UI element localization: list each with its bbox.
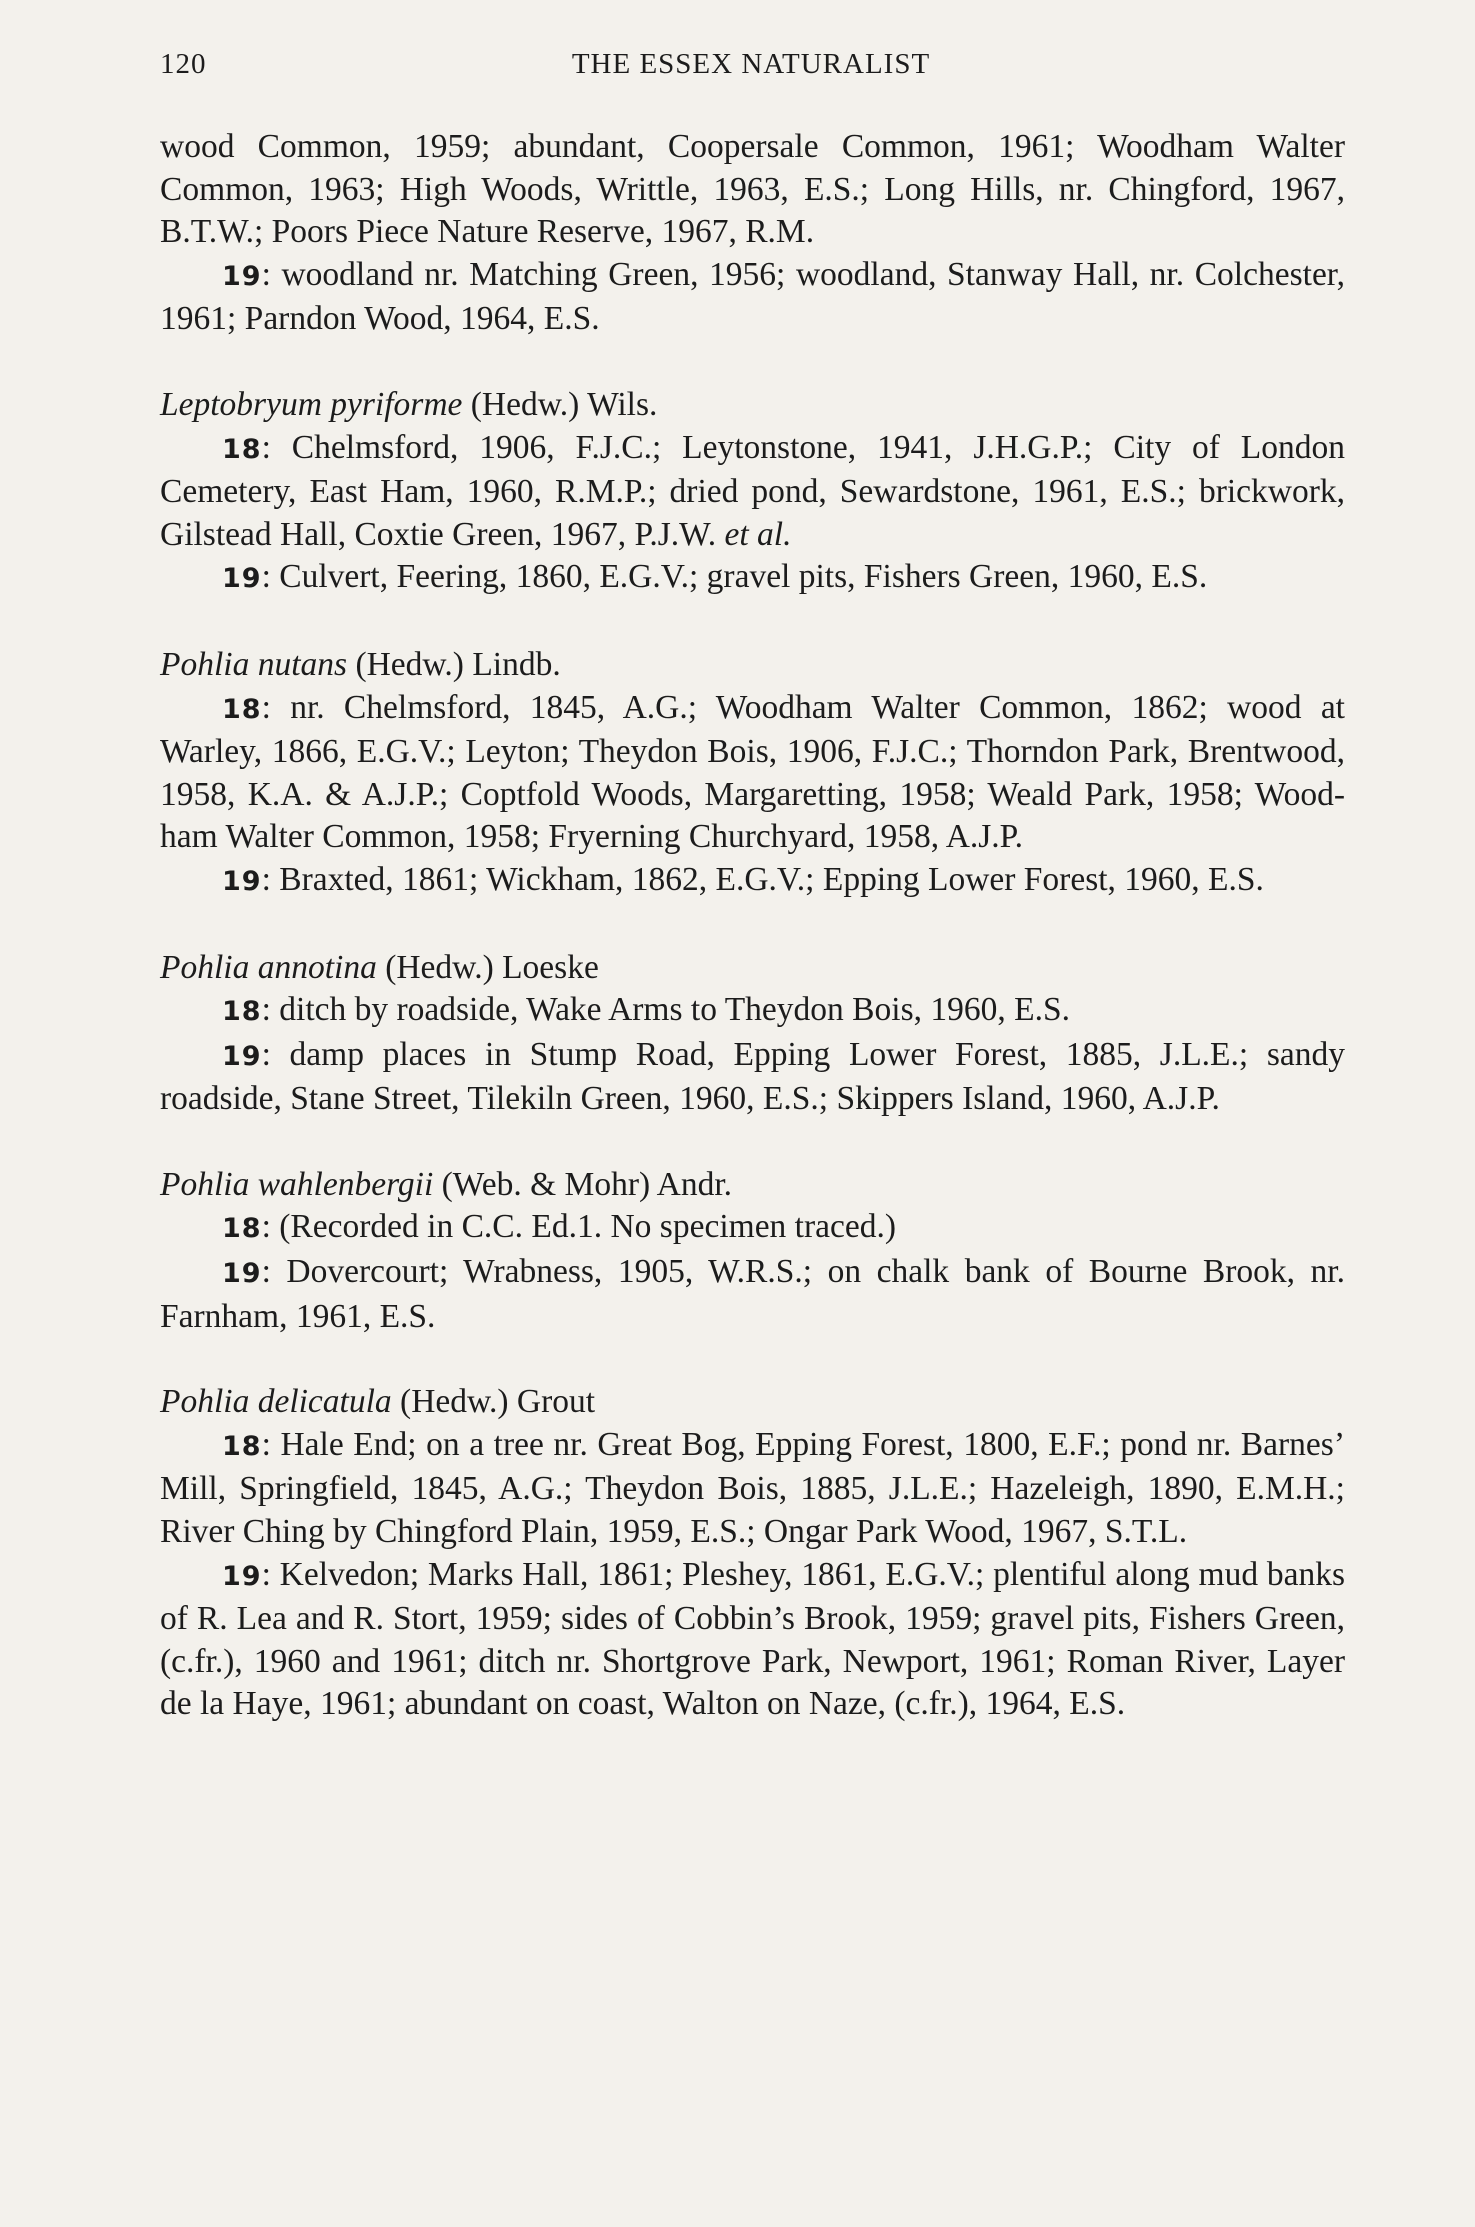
records-text: : Culvert, Feering, 1860, E.G.V.; gravel pits, Fishers Green, 1960, E.S.: [261, 558, 1208, 596]
vice-county-number: 19: [222, 1258, 262, 1290]
vice-county-number: 19: [222, 865, 262, 897]
species-name: Pohlia delicatula: [160, 1383, 392, 1421]
body-text: [160, 126, 1345, 1726]
records-vc-18: [160, 427, 1345, 557]
species-name: Pohlia nutans: [160, 645, 348, 683]
records-text: : Braxted, 1861; Wickham, 1862, E.G.V.; Epping Lower Forest, 1960, E.S.: [261, 860, 1264, 898]
species-name: Leptobryum pyriforme: [160, 385, 463, 423]
species-authority: (Hedw.) Lindb.: [347, 645, 561, 683]
records-vc-19: [160, 556, 1345, 601]
records-text: : woodland nr. Matching Green, 1956; woodland, Stanway Hall, nr. Colchester, 1961; Parndon Wood, 1964, E.S.: [160, 255, 1345, 338]
records-text-italic: et al.: [724, 515, 792, 553]
species-heading: [160, 947, 1345, 990]
records-text: : Hale End; on a tree nr. Great Bog, Epping Forest, 1800, E.F.; pond nr. Barnes’ Mill, Springfield, 1845, A.G.; Theydon Bois, 1885, J.L.E.; Hazeleigh, 1890, E.M.H.; River Ching by Chingford Plain, 1959, E.S.; Ongar Park Wood, 1967, S.T.L.: [160, 1425, 1345, 1551]
records-text: : damp places in Stump Road, Epping Lower Forest, 1885, J.L.E.; sandy roadside, Stane Street, Tilekiln Green, 1960, E.S.; Skippers Island, 1960, A.J.P.: [160, 1035, 1345, 1118]
records-vc-19: [160, 1251, 1345, 1338]
vice-county-number: 18: [222, 433, 262, 465]
running-head: THE ESSEX NATURALIST: [571, 48, 931, 80]
records-vc-19: [160, 1554, 1345, 1726]
records-vc-18: [160, 989, 1345, 1034]
species-heading: [160, 1381, 1345, 1424]
vice-county-number: 19: [222, 260, 262, 292]
page-header: [160, 48, 1342, 92]
vice-county-number: 18: [222, 693, 262, 725]
vice-county-number: 19: [222, 563, 262, 595]
records-text: : Dovercourt; Wrabness, 1905, W.R.S.; on chalk bank of Bourne Brook, nr. Farnham, 1961, E.S.: [160, 1253, 1345, 1335]
species-authority: (Web. & Mohr) Andr.: [433, 1165, 733, 1203]
vice-county-number: 19: [222, 1560, 262, 1592]
species-authority: (Hedw.) Wils.: [462, 385, 658, 423]
species-name: Pohlia wahlenbergii: [160, 1165, 434, 1203]
species-heading: [160, 384, 1345, 427]
vice-county-number: 18: [222, 1430, 262, 1462]
records-text: : ditch by roadside, Wake Arms to Theydon Bois, 1960, E.S.: [261, 991, 1070, 1029]
records-vc-19: [160, 1034, 1345, 1121]
records-text: : (Recorded in C.C. Ed.1. No specimen traced.): [261, 1208, 897, 1246]
species-heading: [160, 1164, 1345, 1207]
records-text: : Chelmsford, 1906, F.J.C.; Leytonstone, 1941, J.H.G.P.; City of London Cemetery, East Ham, 1960, R.M.P.; dried pond, Sewardstone, 1961, E.S.; brickwork, Gilstead Hall, Coxtie Green, 1967, P.J.W.: [160, 428, 1345, 553]
records-vc-18: [160, 1424, 1345, 1554]
species-name: Pohlia annotina: [160, 948, 377, 986]
records-text: : nr. Chelmsford, 1845, A.G.; Woodham Walter Common, 1862; wood at Warley, 1866, E.G.V.; Leyton; Theydon Bois, 1906, F.J.C.; Thorndon Park, Brentwood, 1958, K.A. & A.J.P.; Coptfold Woods, Margaretting, 1958; Weald Park, 1958; Woodham Walter Common, 1958; Fryerning Churchyard, 1958, A.J.P.: [160, 688, 1345, 856]
species-authority: (Hedw.) Loeske: [376, 948, 599, 986]
records-text: : Kelvedon; Marks Hall, 1861; Pleshey, 1861, E.G.V.; plentiful along mud banks of R. Lea and R. Stort, 1959; sides of Cobbin’s Brook, 1959; gravel pits, Fishers Green, (c.fr.), 1960 and 1961; ditch nr. Shortgrove Park, Newport, 1961; Roman River, Layer de la Haye, 1961; abundant on coast, Walton on Naze, (c.fr.), 1964, E.S.: [160, 1555, 1345, 1723]
species-heading: [160, 644, 1345, 687]
records-vc-19: [160, 859, 1345, 904]
vice-county-number: 19: [222, 1040, 262, 1072]
intro-records-19: [160, 254, 1345, 341]
vice-county-number: 18: [222, 996, 262, 1028]
records-vc-18: [160, 687, 1345, 859]
page-number: 120: [160, 48, 207, 80]
intro-records-18: [160, 126, 1345, 254]
records-vc-18: [160, 1206, 1345, 1251]
vice-county-number: 18: [222, 1213, 262, 1245]
species-authority: (Hedw.) Grout: [391, 1383, 596, 1421]
records-text: wood Common, 1959; abundant, Coopersale Common, 1961; Woodham Walter Common, 1963; High Woods, Writtle, 1963, E.S.; Long Hills, nr. Chingford, 1967, B.T.W.; Poors Piece Nature Reserve, 1967, R.M.: [160, 128, 1345, 251]
